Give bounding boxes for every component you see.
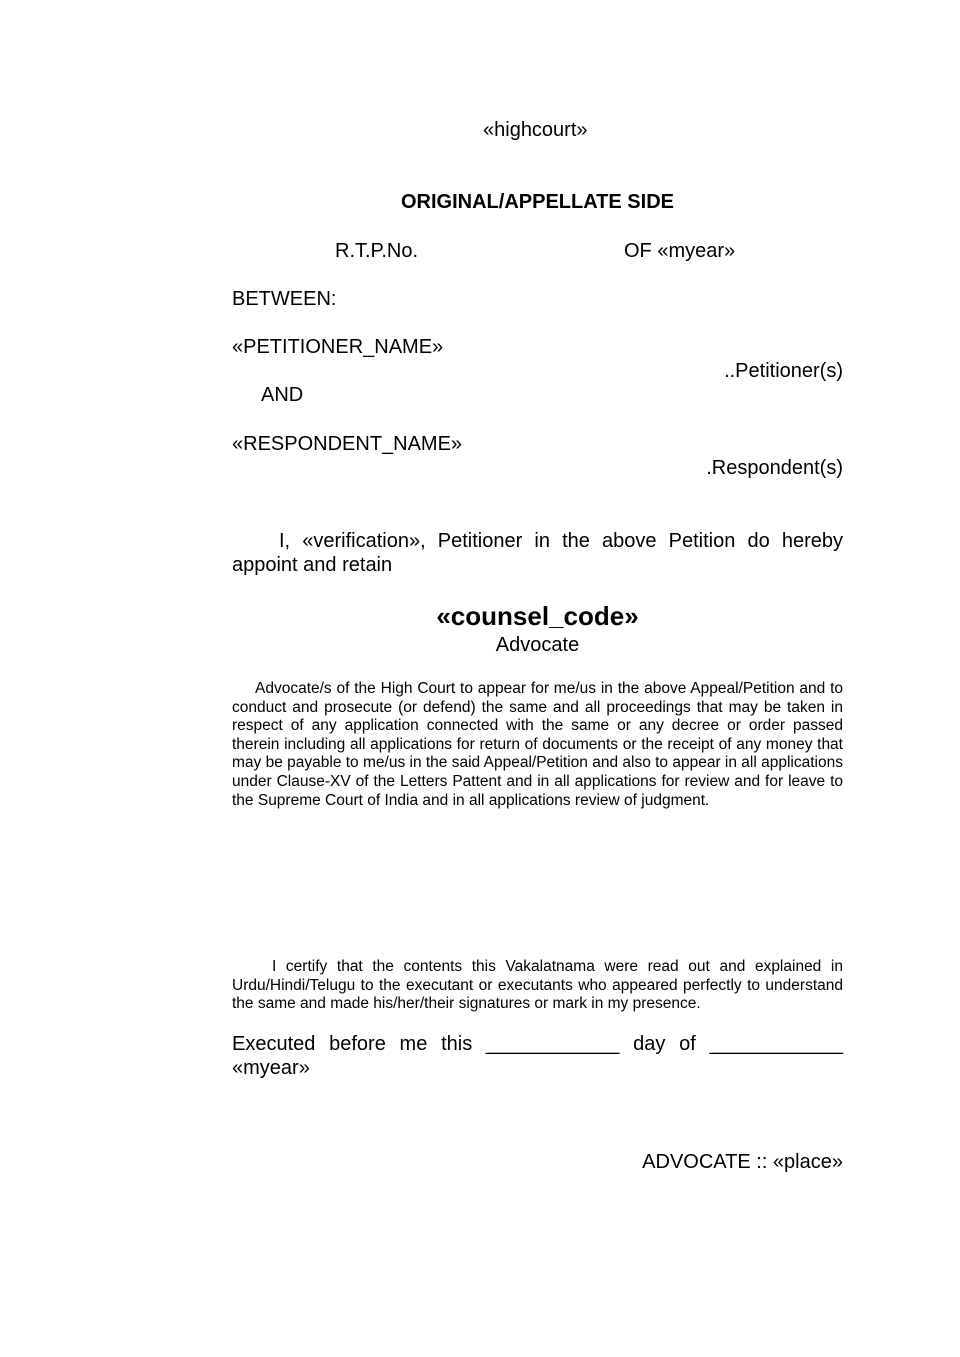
- case-number-label: R.T.P.No.: [335, 240, 418, 262]
- appointment-text: I, «verification», Petitioner in the above Petition do hereby appoint and retain: [232, 530, 843, 576]
- case-year: OF «myear»: [624, 240, 736, 262]
- respondent-role: .Respondent(s): [706, 457, 843, 479]
- court-name: «highcourt»: [483, 119, 588, 141]
- petitioner-name: «PETITIONER_NAME»: [232, 336, 444, 358]
- and-label: AND: [261, 384, 304, 406]
- advocate-designation: Advocate: [495, 634, 580, 656]
- certification-paragraph: I certify that the contents this Vakalatnama were read out and explained in Urdu/Hindi/Telugu to the executant or executants who appeared perfectly to understand the same and made his/her/their signatures or mark in my presence.: [232, 958, 843, 1013]
- counsel-code: «counsel_code»: [436, 601, 639, 631]
- petitioner-role: ..Petitioner(s): [724, 360, 843, 382]
- authority-paragraph: Advocate/s of the High Court to appear for me/us in the above Appeal/Petition and to conduct and prosecute (or defend) the same and all proceedings that may be taken in respect of any application connected with the same or any decree or order passed therein including all applications for return of documents or the receipt of any money that may be payable to me/us in the said Appeal/Petition and also to appear in all applications under Clause-XV of the Letters Pattent and in all applications for review and for leave to the Supreme Court of India and in all applications review of judgment.: [232, 680, 843, 809]
- between-label: BETWEEN:: [232, 288, 337, 310]
- execution-line: Executed before me this ____________ day of ____________ «myear»: [232, 1033, 843, 1079]
- advocate-place-signature: ADVOCATE :: «place»: [642, 1151, 843, 1173]
- side-heading: ORIGINAL/APPELLATE SIDE: [401, 191, 674, 213]
- respondent-name: «RESPONDENT_NAME»: [232, 433, 463, 455]
